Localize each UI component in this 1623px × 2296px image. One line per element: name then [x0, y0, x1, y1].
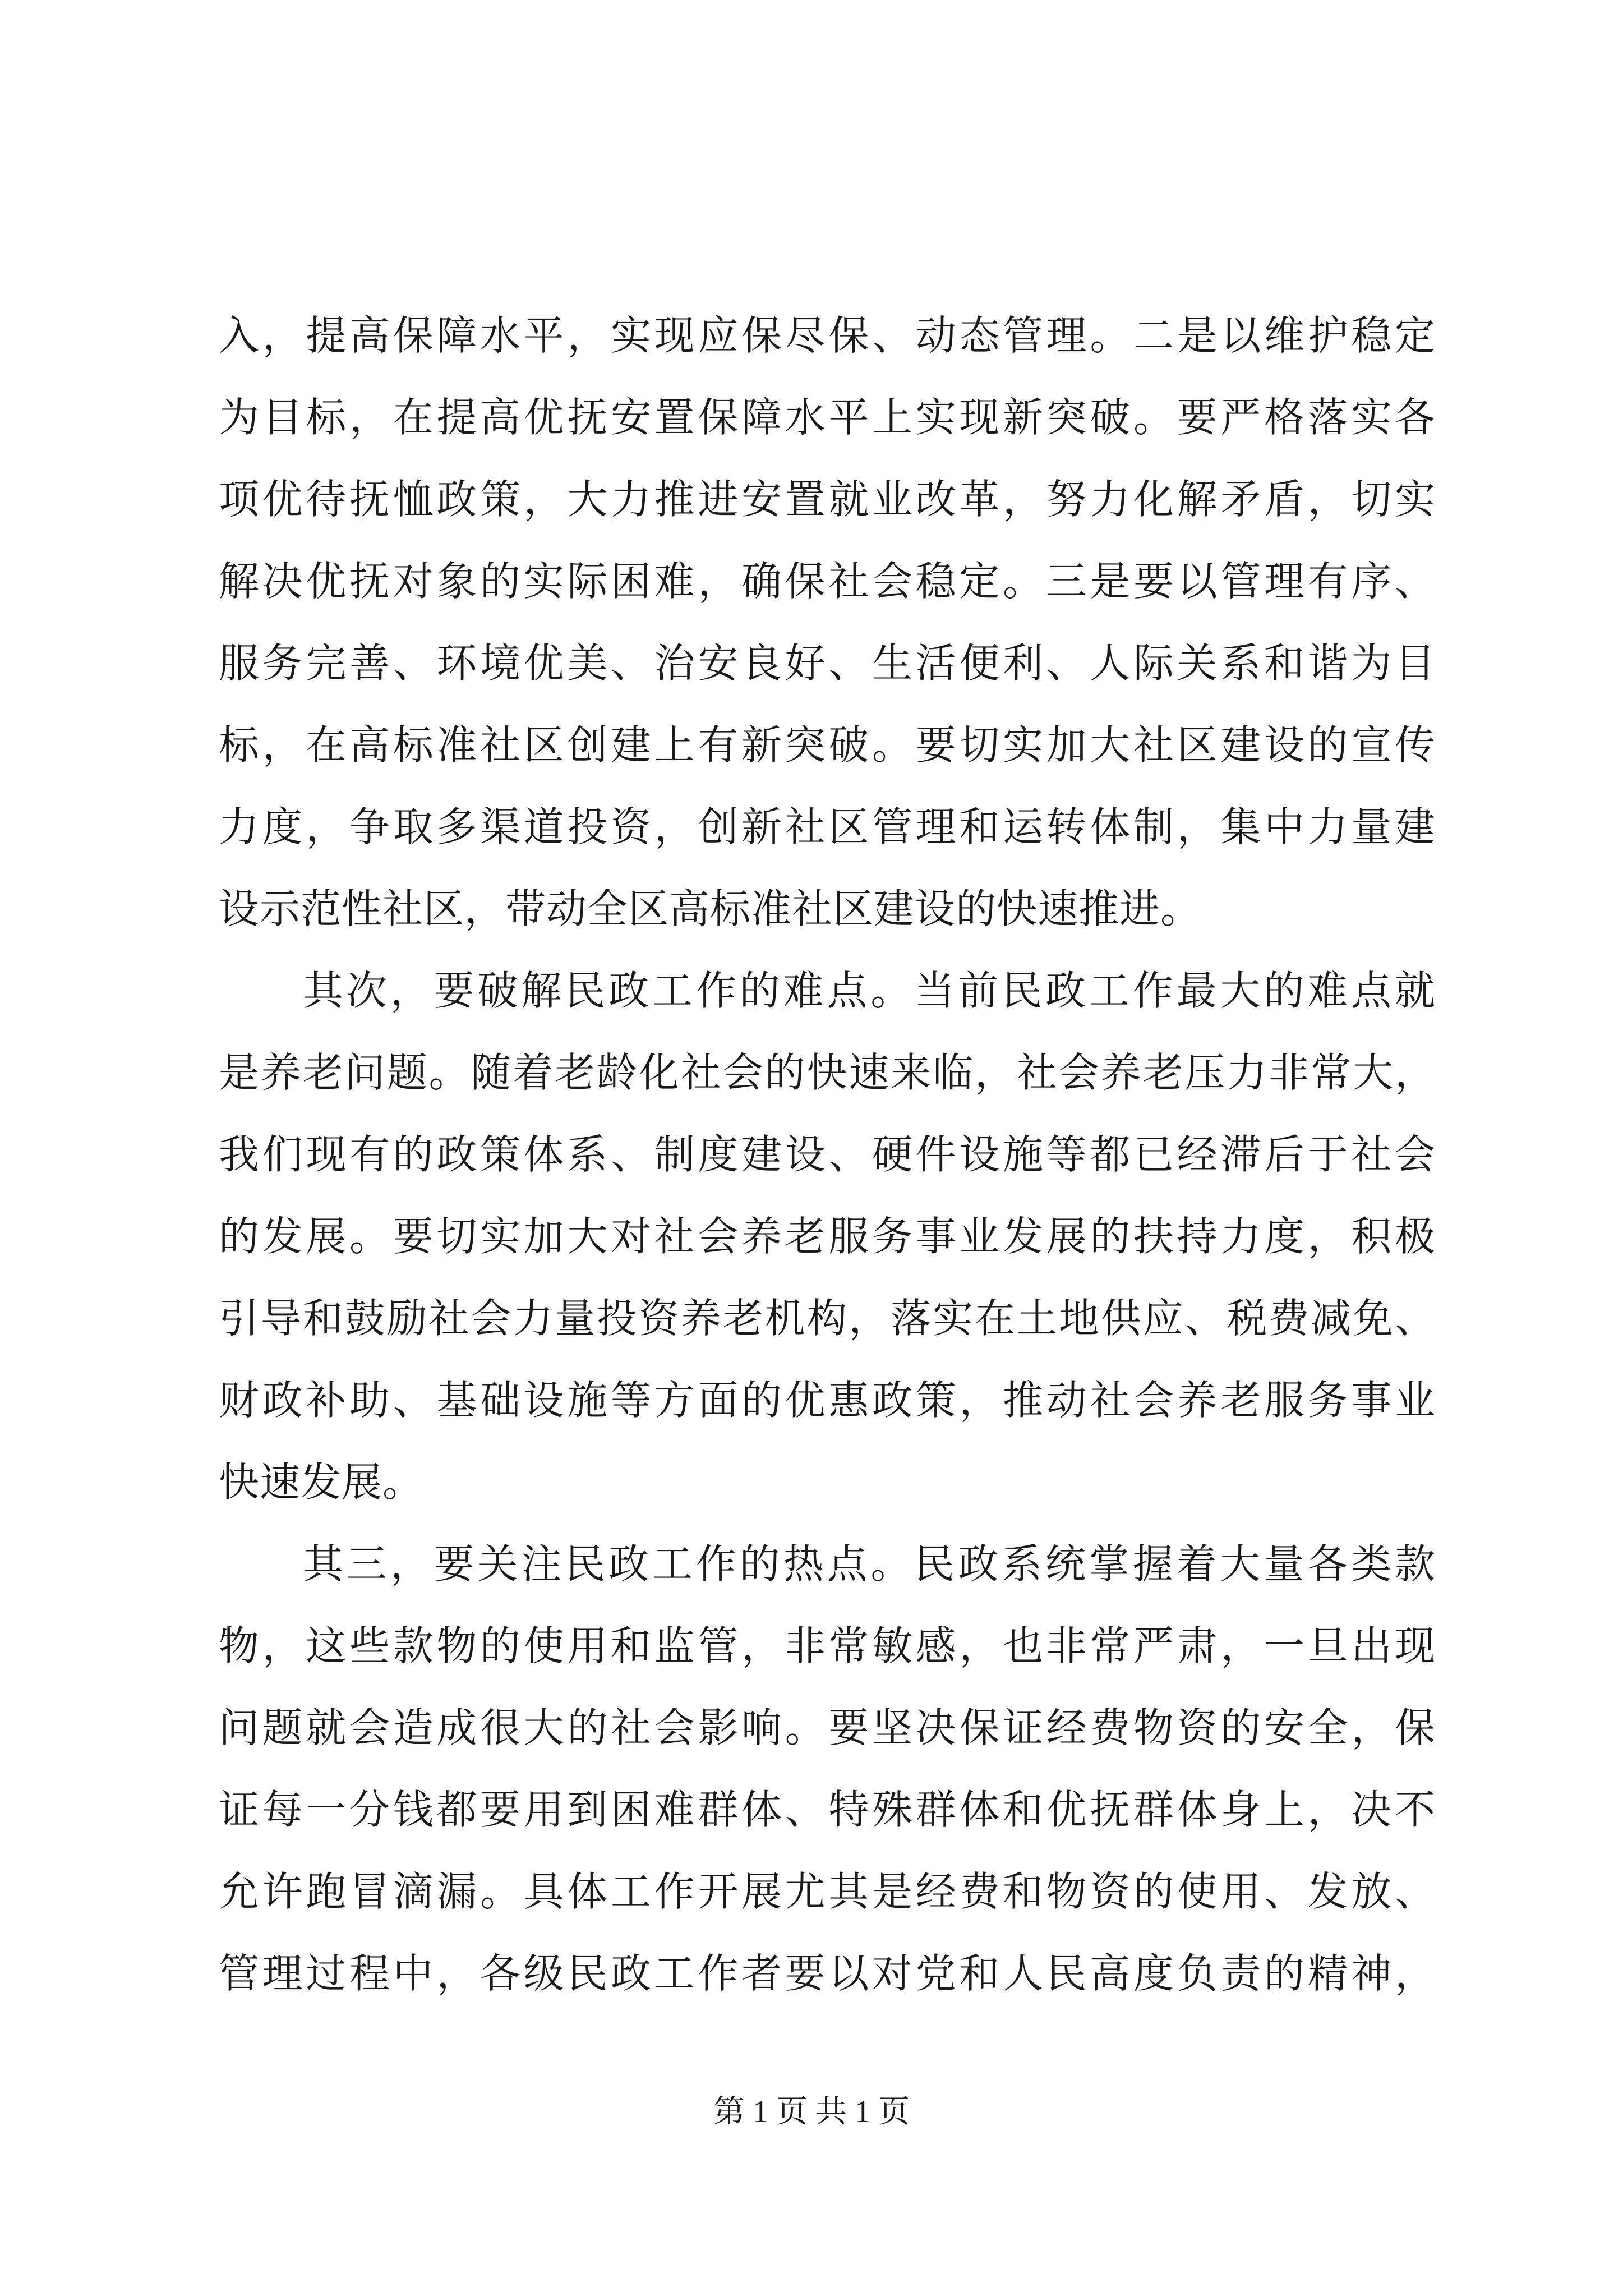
text-line: 的发展。要切实加大对社会养老服务事业发展的扶持力度，积极 [219, 1213, 1436, 1260]
text-line: 证每一分钱都要用到困难群体、特殊群体和优抚群体身上，决不 [219, 1786, 1436, 1833]
text-line: 服务完善、环境优美、治安良好、生活便利、人际关系和谐为目 [219, 639, 1436, 687]
text-line: 问题就会造成很大的社会影响。要坚决保证经费物资的安全，保 [219, 1704, 1436, 1751]
text-line: 标，在高标准社区创建上有新突破。要切实加大社区建设的宣传 [219, 721, 1436, 769]
document-body [219, 295, 1436, 2014]
text-line: 管理过程中，各级民政工作者要以对党和人民高度负责的精神， [219, 1950, 1436, 1997]
paragraph-first-line: 其三，要关注民政工作的热点。民政系统掌握着大量各类款 [303, 1540, 1436, 1588]
text-line: 允许跑冒滴漏。具体工作开展尤其是经费和物资的使用、发放、 [219, 1868, 1436, 1915]
text-line: 设示范性社区，带动全区高标准社区建设的快速推进。 [219, 885, 1202, 932]
text-line: 解决优抚对象的实际困难，确保社会稳定。三是要以管理有序、 [219, 558, 1436, 605]
text-line: 财政补助、基础设施等方面的优惠政策，推动社会养老服务事业 [219, 1377, 1436, 1424]
page-number-footer: 第 1 页 共 1 页 [713, 2095, 910, 2129]
text-line: 项优待抚恤政策，大力推进安置就业改革，努力化解矛盾，切实 [219, 476, 1436, 523]
text-line: 物，这些款物的使用和监管，非常敏感，也非常严肃，一旦出现 [219, 1622, 1436, 1669]
text-line: 引导和鼓励社会力量投资养老机构，落实在土地供应、税费减免、 [219, 1295, 1436, 1342]
text-line: 是养老问题。随着老龄化社会的快速来临，社会养老压力非常大， [219, 1049, 1436, 1096]
text-line: 入，提高保障水平，实现应保尽保、动态管理。二是以维护稳定 [219, 312, 1436, 359]
text-line: 为目标，在提高优抚安置保障水平上实现新突破。要严格落实各 [219, 394, 1436, 441]
text-line: 快速发展。 [219, 1458, 424, 1506]
paragraph-first-line: 其次，要破解民政工作的难点。当前民政工作最大的难点就 [303, 967, 1436, 1014]
text-line: 我们现有的政策体系、制度建设、硬件设施等都已经滞后于社会 [219, 1131, 1436, 1178]
text-line: 力度，争取多渠道投资，创新社区管理和运转体制，集中力量建 [219, 803, 1436, 850]
